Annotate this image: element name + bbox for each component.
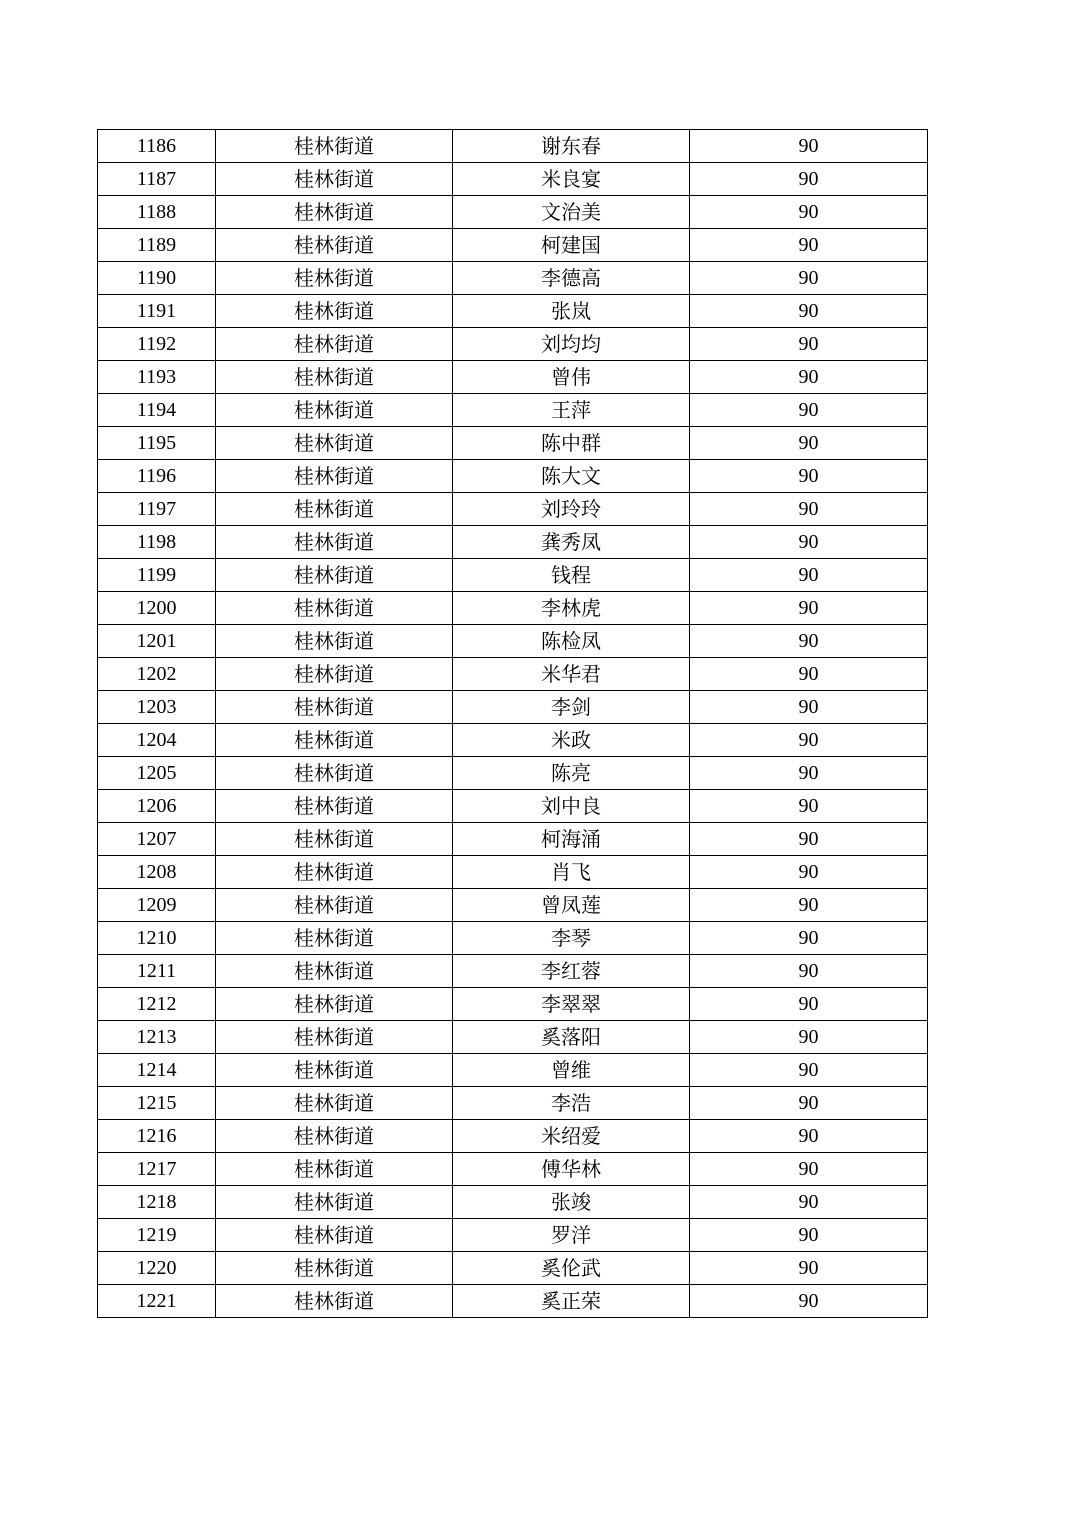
- score-cell: 90: [690, 526, 928, 559]
- score-cell: 90: [690, 1285, 928, 1318]
- score-cell: 90: [690, 196, 928, 229]
- district-cell: 桂林街道: [216, 823, 453, 856]
- person-name-cell: 李剑: [453, 691, 690, 724]
- row-number-cell: 1189: [98, 229, 216, 262]
- district-cell: 桂林街道: [216, 1153, 453, 1186]
- score-cell: 90: [690, 790, 928, 823]
- district-cell: 桂林街道: [216, 757, 453, 790]
- table-row: [98, 1252, 928, 1285]
- score-cell: 90: [690, 823, 928, 856]
- row-number-cell: 1213: [98, 1021, 216, 1054]
- score-cell: 90: [690, 1120, 928, 1153]
- person-name-cell: 张竣: [453, 1186, 690, 1219]
- person-name-cell: 王萍: [453, 394, 690, 427]
- row-number-cell: 1209: [98, 889, 216, 922]
- table-row: [98, 1153, 928, 1186]
- district-cell: 桂林街道: [216, 790, 453, 823]
- table-row: [98, 658, 928, 691]
- score-cell: 90: [690, 724, 928, 757]
- person-name-cell: 刘中良: [453, 790, 690, 823]
- district-cell: 桂林街道: [216, 427, 453, 460]
- person-name-cell: 李翠翠: [453, 988, 690, 1021]
- table-row: [98, 823, 928, 856]
- row-number-cell: 1214: [98, 1054, 216, 1087]
- table-row: [98, 790, 928, 823]
- table-row: [98, 856, 928, 889]
- district-cell: 桂林街道: [216, 724, 453, 757]
- score-cell: 90: [690, 361, 928, 394]
- score-cell: 90: [690, 691, 928, 724]
- score-cell: 90: [690, 955, 928, 988]
- row-number-cell: 1196: [98, 460, 216, 493]
- district-cell: 桂林街道: [216, 229, 453, 262]
- table-row: [98, 1021, 928, 1054]
- table-row: [98, 493, 928, 526]
- row-number-cell: 1212: [98, 988, 216, 1021]
- row-number-cell: 1198: [98, 526, 216, 559]
- row-number-cell: 1208: [98, 856, 216, 889]
- score-cell: 90: [690, 394, 928, 427]
- row-number-cell: 1205: [98, 757, 216, 790]
- person-name-cell: 罗洋: [453, 1219, 690, 1252]
- district-cell: 桂林街道: [216, 955, 453, 988]
- district-cell: 桂林街道: [216, 196, 453, 229]
- person-name-cell: 李琴: [453, 922, 690, 955]
- row-number-cell: 1199: [98, 559, 216, 592]
- table-row: [98, 1186, 928, 1219]
- person-name-cell: 刘玲玲: [453, 493, 690, 526]
- district-cell: 桂林街道: [216, 1285, 453, 1318]
- row-number-cell: 1218: [98, 1186, 216, 1219]
- score-cell: 90: [690, 856, 928, 889]
- row-number-cell: 1202: [98, 658, 216, 691]
- table-row: [98, 526, 928, 559]
- score-cell: 90: [690, 1021, 928, 1054]
- table-row: [98, 1054, 928, 1087]
- row-number-cell: 1187: [98, 163, 216, 196]
- district-cell: 桂林街道: [216, 526, 453, 559]
- person-name-cell: 刘均均: [453, 328, 690, 361]
- row-number-cell: 1204: [98, 724, 216, 757]
- score-cell: 90: [690, 295, 928, 328]
- table-row: [98, 955, 928, 988]
- district-cell: 桂林街道: [216, 691, 453, 724]
- district-cell: 桂林街道: [216, 328, 453, 361]
- row-number-cell: 1190: [98, 262, 216, 295]
- district-cell: 桂林街道: [216, 1054, 453, 1087]
- table-row: [98, 724, 928, 757]
- score-cell: 90: [690, 757, 928, 790]
- person-name-cell: 米华君: [453, 658, 690, 691]
- score-cell: 90: [690, 1054, 928, 1087]
- row-number-cell: 1193: [98, 361, 216, 394]
- person-name-cell: 奚落阳: [453, 1021, 690, 1054]
- table-row: [98, 130, 928, 163]
- district-cell: 桂林街道: [216, 625, 453, 658]
- person-name-cell: 米良宴: [453, 163, 690, 196]
- score-cell: 90: [690, 889, 928, 922]
- person-name-cell: 龚秀凤: [453, 526, 690, 559]
- table-row: [98, 262, 928, 295]
- score-cell: 90: [690, 592, 928, 625]
- row-number-cell: 1219: [98, 1219, 216, 1252]
- score-cell: 90: [690, 658, 928, 691]
- district-cell: 桂林街道: [216, 1252, 453, 1285]
- row-number-cell: 1194: [98, 394, 216, 427]
- score-cell: 90: [690, 163, 928, 196]
- table-row: [98, 295, 928, 328]
- table-row: [98, 757, 928, 790]
- district-cell: 桂林街道: [216, 658, 453, 691]
- person-name-cell: 奚正荣: [453, 1285, 690, 1318]
- person-name-cell: 肖飞: [453, 856, 690, 889]
- person-name-cell: 李浩: [453, 1087, 690, 1120]
- score-cell: 90: [690, 1252, 928, 1285]
- row-number-cell: 1216: [98, 1120, 216, 1153]
- district-cell: 桂林街道: [216, 361, 453, 394]
- score-cell: 90: [690, 328, 928, 361]
- row-number-cell: 1188: [98, 196, 216, 229]
- district-cell: 桂林街道: [216, 295, 453, 328]
- row-number-cell: 1203: [98, 691, 216, 724]
- table-row: [98, 328, 928, 361]
- person-name-cell: 谢东春: [453, 130, 690, 163]
- person-name-cell: 钱程: [453, 559, 690, 592]
- row-number-cell: 1220: [98, 1252, 216, 1285]
- table-row: [98, 460, 928, 493]
- district-cell: 桂林街道: [216, 889, 453, 922]
- person-name-cell: 曾凤莲: [453, 889, 690, 922]
- row-number-cell: 1197: [98, 493, 216, 526]
- district-cell: 桂林街道: [216, 262, 453, 295]
- score-cell: 90: [690, 262, 928, 295]
- table-row: [98, 1087, 928, 1120]
- district-cell: 桂林街道: [216, 1186, 453, 1219]
- table-row: [98, 1120, 928, 1153]
- district-cell: 桂林街道: [216, 1120, 453, 1153]
- district-cell: 桂林街道: [216, 559, 453, 592]
- district-cell: 桂林街道: [216, 394, 453, 427]
- table-row: [98, 196, 928, 229]
- person-name-cell: 奚伦武: [453, 1252, 690, 1285]
- person-name-cell: 傅华林: [453, 1153, 690, 1186]
- table-row: [98, 988, 928, 1021]
- row-number-cell: 1200: [98, 592, 216, 625]
- person-name-cell: 曾维: [453, 1054, 690, 1087]
- table-row: [98, 625, 928, 658]
- district-cell: 桂林街道: [216, 1087, 453, 1120]
- score-cell: 90: [690, 427, 928, 460]
- row-number-cell: 1210: [98, 922, 216, 955]
- district-cell: 桂林街道: [216, 856, 453, 889]
- score-cell: 90: [690, 988, 928, 1021]
- table-row: [98, 394, 928, 427]
- person-name-cell: 文治美: [453, 196, 690, 229]
- row-number-cell: 1186: [98, 130, 216, 163]
- score-cell: 90: [690, 1186, 928, 1219]
- score-cell: 90: [690, 1087, 928, 1120]
- person-name-cell: 米政: [453, 724, 690, 757]
- score-cell: 90: [690, 130, 928, 163]
- person-name-cell: 曾伟: [453, 361, 690, 394]
- score-cell: 90: [690, 625, 928, 658]
- table-row: [98, 229, 928, 262]
- person-name-cell: 米绍爱: [453, 1120, 690, 1153]
- table-row: [98, 427, 928, 460]
- row-number-cell: 1192: [98, 328, 216, 361]
- person-name-cell: 陈中群: [453, 427, 690, 460]
- row-number-cell: 1221: [98, 1285, 216, 1318]
- person-name-cell: 李德高: [453, 262, 690, 295]
- table-row: [98, 163, 928, 196]
- person-name-cell: 柯海涌: [453, 823, 690, 856]
- district-cell: 桂林街道: [216, 460, 453, 493]
- district-cell: 桂林街道: [216, 592, 453, 625]
- table-row: [98, 889, 928, 922]
- district-cell: 桂林街道: [216, 1219, 453, 1252]
- score-cell: 90: [690, 922, 928, 955]
- row-number-cell: 1215: [98, 1087, 216, 1120]
- row-number-cell: 1191: [98, 295, 216, 328]
- score-cell: 90: [690, 1219, 928, 1252]
- score-cell: 90: [690, 229, 928, 262]
- row-number-cell: 1206: [98, 790, 216, 823]
- person-name-cell: 李林虎: [453, 592, 690, 625]
- district-cell: 桂林街道: [216, 1021, 453, 1054]
- score-cell: 90: [690, 559, 928, 592]
- table-row: [98, 922, 928, 955]
- district-cell: 桂林街道: [216, 922, 453, 955]
- score-cell: 90: [690, 493, 928, 526]
- score-cell: 90: [690, 1153, 928, 1186]
- table-row: [98, 1285, 928, 1318]
- person-name-cell: 陈亮: [453, 757, 690, 790]
- table-row: [98, 592, 928, 625]
- row-number-cell: 1207: [98, 823, 216, 856]
- table-row: [98, 1219, 928, 1252]
- roster-table: [97, 129, 928, 1318]
- district-cell: 桂林街道: [216, 130, 453, 163]
- person-name-cell: 张岚: [453, 295, 690, 328]
- table-row: [98, 361, 928, 394]
- person-name-cell: 李红蓉: [453, 955, 690, 988]
- person-name-cell: 陈大文: [453, 460, 690, 493]
- row-number-cell: 1195: [98, 427, 216, 460]
- person-name-cell: 柯建国: [453, 229, 690, 262]
- district-cell: 桂林街道: [216, 988, 453, 1021]
- roster-table-body: [98, 130, 928, 1318]
- score-cell: 90: [690, 460, 928, 493]
- table-row: [98, 559, 928, 592]
- district-cell: 桂林街道: [216, 163, 453, 196]
- person-name-cell: 陈检凤: [453, 625, 690, 658]
- district-cell: 桂林街道: [216, 493, 453, 526]
- row-number-cell: 1201: [98, 625, 216, 658]
- table-row: [98, 691, 928, 724]
- row-number-cell: 1217: [98, 1153, 216, 1186]
- row-number-cell: 1211: [98, 955, 216, 988]
